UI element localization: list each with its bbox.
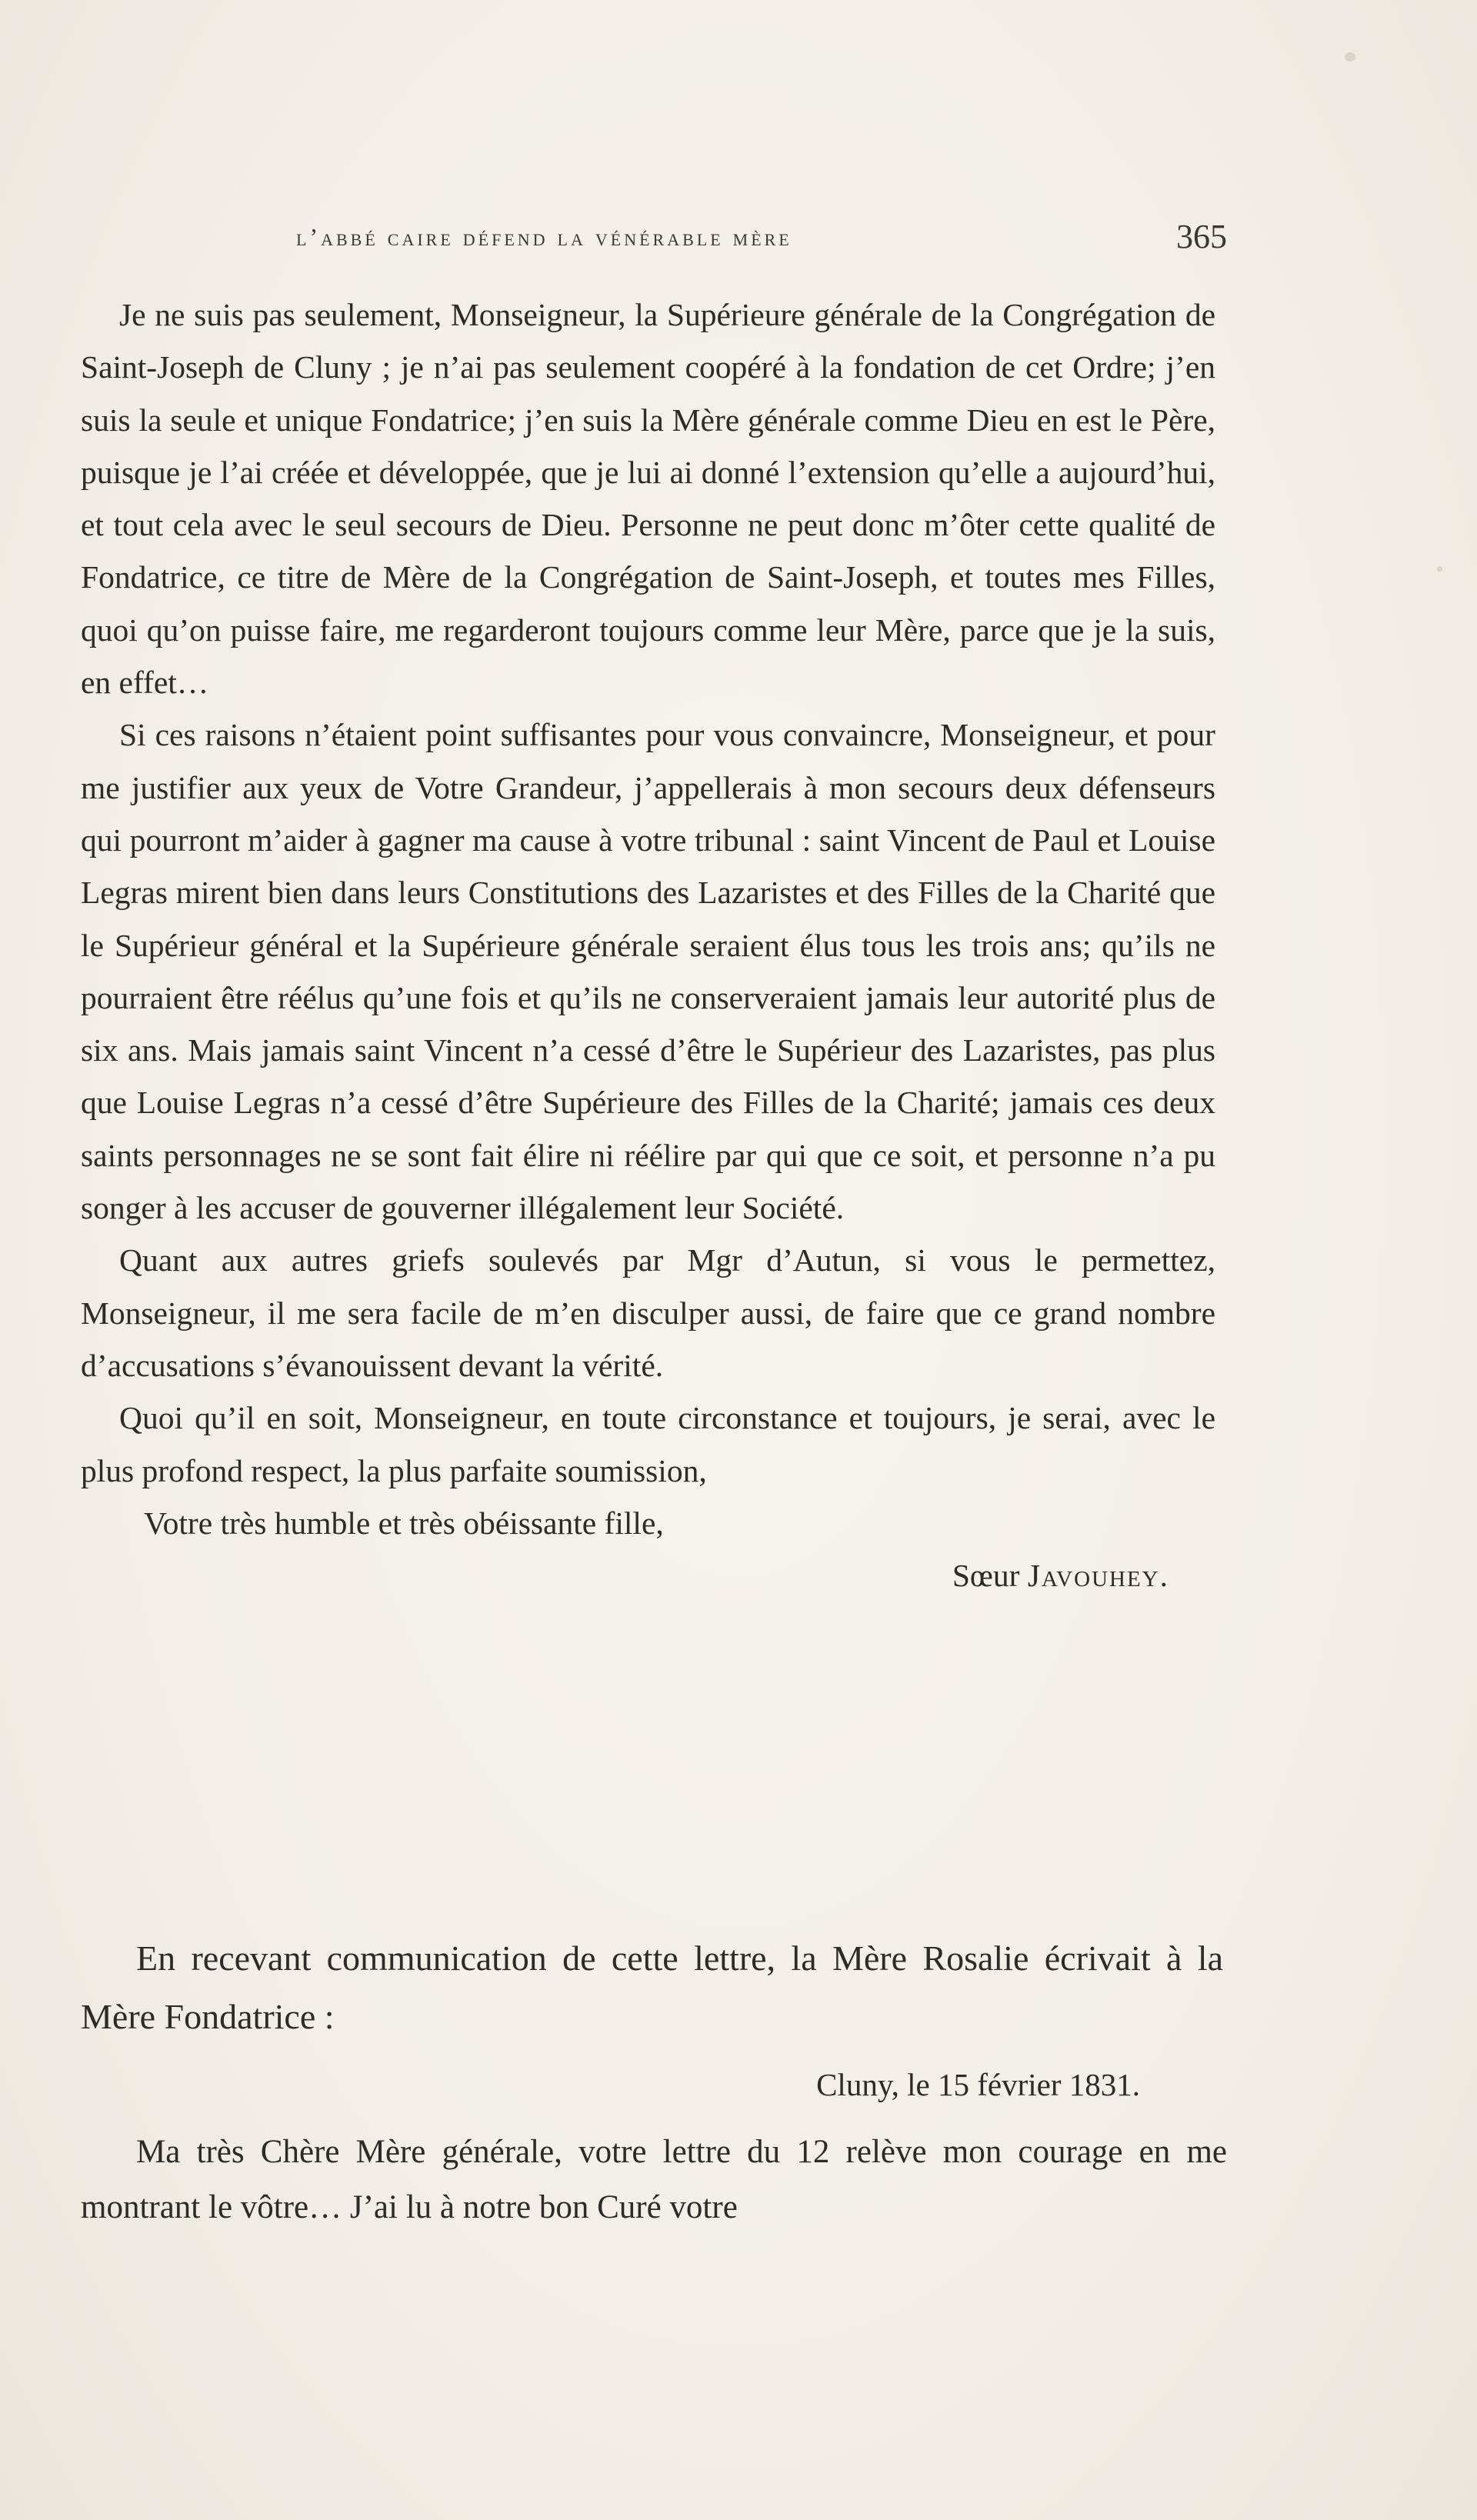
page-number: 365 [1176, 218, 1227, 255]
narrative-text: En recevant communication de cette lettre, la Mère Rosalie écrivait à la Mère Fondatrice : [81, 1938, 1223, 2036]
running-title: l’abbé caire défend la vénérable mère [296, 223, 792, 251]
letter-body [81, 288, 1215, 1602]
narrative-paragraph [81, 1929, 1223, 2046]
paper-speck [1345, 52, 1355, 62]
letter-paragraph: Quoi qu’il en soit, Monseigneur, en toute circonstance et toujours, je serai, avec le plus profond respect, la plus parfaite soumission, [81, 1400, 1215, 1488]
second-letter-body [81, 2125, 1227, 2235]
letter-paragraph: Quant aux autres griefs soulevés par Mgr d’Autun, si vous le permettez, Monseigneur, il me sera facile de m’en disculper aussi, de faire que ce grand nombre d’accusations s’évanouissent devant la vérité. [81, 1242, 1215, 1383]
paper-speck [1437, 566, 1442, 572]
signature-title: Sœur [952, 1558, 1020, 1594]
letter-paragraph: Je ne suis pas seulement, Monseigneur, la Supérieure générale de la Congrégation de Saint-Joseph de Cluny ; je n’ai pas seulement coopéré à la fondation de cet Ordre; j’en suis la seule et unique Fondatrice; j’en suis la Mère générale comme Dieu en est le Père, puisque je l’ai créée et développée, que je lui ai donné l’extension qu’elle a aujourd’hui, et tout cela avec le seul secours de Dieu. Personne ne peut donc m’ôter cette qualité de Fondatrice, ce titre de Mère de la Congrégation de Saint-Joseph, et toutes mes Filles, quoi qu’on puisse faire, me regarderont toujours comme leur Mère, parce que je la suis, en effet… [81, 297, 1215, 701]
signature [81, 1549, 1215, 1602]
running-head [81, 217, 1227, 263]
second-letter-opening: Ma très Chère Mère générale, votre lettre du 12 relève mon courage en me montrant le vôtre… J’ai lu à notre bon Curé votre [81, 2134, 1227, 2225]
signature-name: Javouhey. [1027, 1558, 1169, 1594]
letter-paragraph: Si ces raisons n’étaient point suffisantes pour vous convaincre, Monseigneur, et pour me justifier aux yeux de Votre Grandeur, j’appellerais à mon secours deux défenseurs qui pourront m’aider à gagner ma cause à votre tribunal : saint Vincent de Paul et Louise Legras mirent bien dans leurs Constitutions des Lazaristes et des Filles de la Charité que le Supérieur général et la Supérieure générale seraient élus tous les trois ans; qu’ils ne pourraient être réélus qu’une fois et qu’ils ne conserveraient jamais leur autorité plus de six ans. Mais jamais saint Vincent n’a cessé d’être le Supérieur des Lazaristes, pas plus que Louise Legras n’a cessé d’être Supérieure des Filles de la Charité; jamais ces deux saints personnages ne se sont fait élire ni réélire par qui que ce soit, et personne n’a pu songer à les accuser de gouverner illégalement leur Société. [81, 717, 1215, 1226]
dateline: Cluny, le 15 février 1831. [816, 2067, 1140, 2102]
letter-closing: Votre très humble et très obéissante fille, [144, 1505, 664, 1541]
